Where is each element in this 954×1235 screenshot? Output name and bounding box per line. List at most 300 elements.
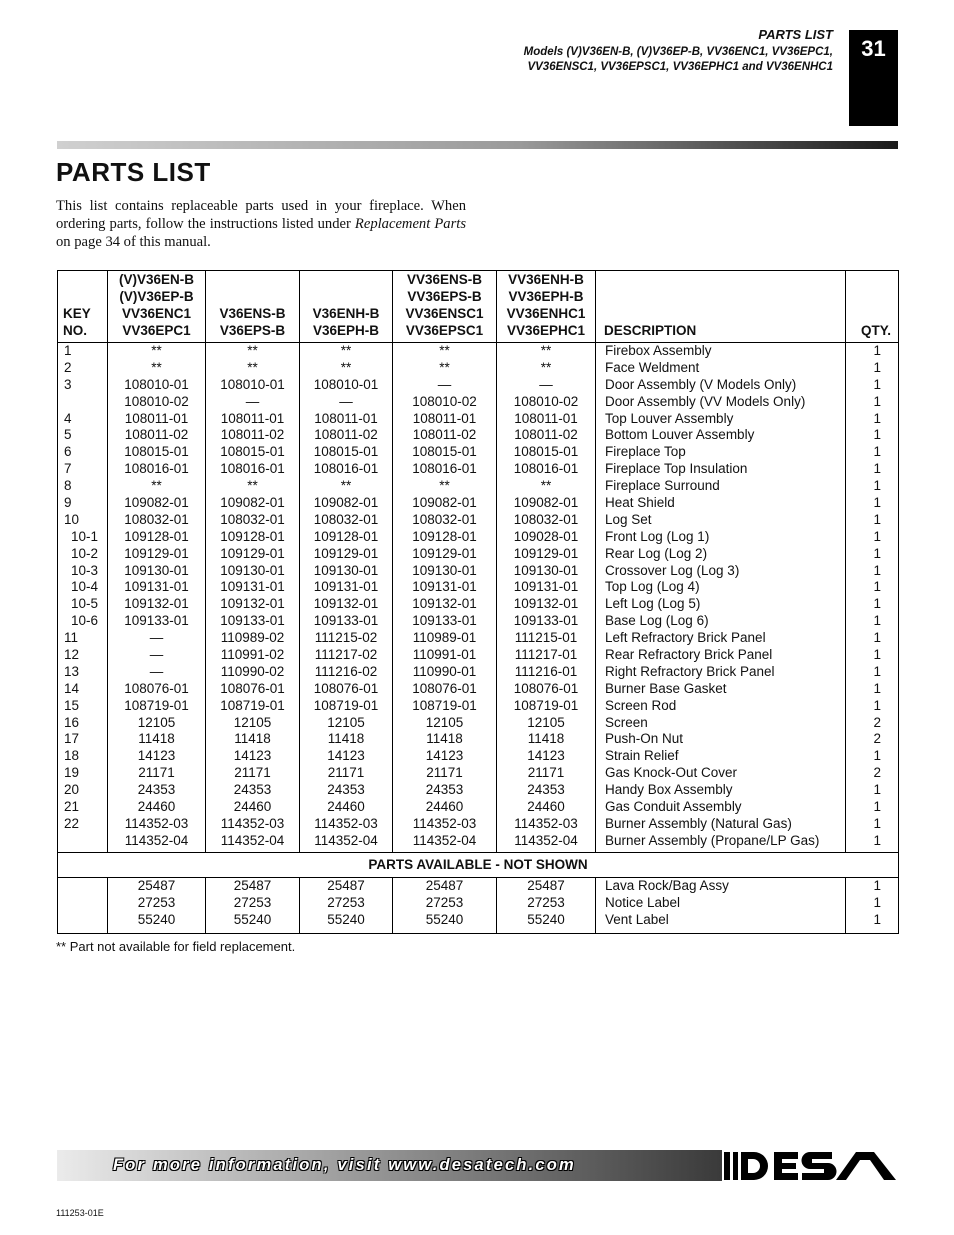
cell-c3: 114352-04	[314, 832, 378, 848]
cell-c1: 25487	[137, 878, 176, 893]
cell-c5: 109129-01	[513, 545, 579, 561]
header-col2-line: V36EPS-B	[219, 323, 286, 338]
cell-c5: 21171	[527, 765, 565, 781]
cell-c3: —	[339, 393, 353, 409]
cell-desc: Door Assembly (VV Models Only)	[605, 393, 806, 409]
header-col3-line: V36ENH-B	[312, 306, 380, 321]
cell-c4: 25487	[425, 878, 464, 893]
cell-qty: 1	[873, 630, 881, 646]
cell-c2: 109130-01	[220, 562, 285, 578]
cell-qty: 1	[873, 393, 881, 409]
cell-c1: 14123	[137, 748, 176, 764]
cell-c1: 108016-01	[124, 461, 189, 477]
cell-c5: 55240	[527, 911, 565, 927]
cell-c5: 109133-01	[513, 613, 579, 629]
cell-c2: 14123	[233, 748, 272, 764]
cell-c5: 25487	[527, 878, 565, 893]
cell-c1: **	[151, 478, 162, 494]
cell-c4: 110989-01	[412, 630, 477, 646]
header-key	[58, 271, 108, 343]
cell-c1: 108011-02	[124, 427, 189, 443]
cell-c3: **	[340, 359, 352, 375]
cell-qty: 1	[873, 545, 881, 561]
header-key-line: KEY	[63, 306, 91, 321]
cell-qty: 1	[873, 647, 881, 663]
cell-qty: 1	[873, 359, 881, 375]
cell-key: 10-2	[71, 545, 99, 561]
cell-desc: Push-On Nut	[605, 731, 684, 747]
header-col3-line: V36EPH-B	[312, 323, 380, 338]
header-col1-line: VV36EPC1	[122, 323, 191, 338]
cell-c4: 108015-01	[412, 444, 477, 460]
cell-c1: —	[149, 663, 164, 679]
cell-desc: Front Log (Log 1)	[605, 528, 710, 544]
cell-c4: 108011-01	[412, 410, 477, 426]
cell-c1: 108015-01	[124, 444, 189, 460]
cell-c1: 11418	[138, 731, 175, 747]
cell-c5: —	[539, 376, 553, 392]
cell-c3: **	[340, 478, 352, 494]
col5-column	[497, 343, 596, 853]
col2-column	[206, 343, 300, 853]
cell-desc: Gas Knock-Out Cover	[605, 765, 738, 781]
section-label: PARTS AVAILABLE - NOT SHOWN	[58, 853, 899, 878]
cell-c3: 12105	[327, 714, 365, 730]
cell-desc: Notice Label	[605, 894, 681, 910]
logo-bar-2	[733, 1152, 738, 1180]
cell-c3: 111217-02	[314, 647, 378, 663]
header-col2-line: V36ENS-B	[219, 306, 286, 321]
cell-c3: 108032-01	[313, 511, 379, 527]
col4-column	[393, 343, 497, 853]
cell-qty: 1	[873, 748, 881, 764]
header-col2	[206, 271, 300, 343]
cell-qty: 1	[873, 911, 881, 927]
page-number: 31	[861, 36, 886, 61]
cell-c5: 108076-01	[513, 680, 579, 696]
cell-c5: 108011-01	[514, 410, 578, 426]
cell-c4: 108719-01	[412, 697, 477, 713]
cell-c2: 108719-01	[220, 697, 285, 713]
cell-desc: Top Louver Assembly	[605, 410, 734, 426]
cell-qty: 1	[873, 343, 881, 358]
cell-key: 12	[64, 647, 80, 663]
cell-c5: 24353	[527, 782, 565, 798]
cell-c5: 24460	[527, 799, 565, 815]
intro-text-1: This list contains replaceable parts used in your fireplace. When ordering parts, follow the instructions listed under	[56, 198, 466, 232]
cell-desc: Firebox Assembly	[605, 343, 712, 358]
cell-desc: Screen Rod	[605, 697, 677, 713]
cell-qty: 1	[873, 663, 881, 679]
cell-c4: 108011-02	[412, 427, 477, 443]
cell-c2: 108032-01	[220, 511, 285, 527]
cell-c5: 12105	[527, 714, 565, 730]
cell-c2: 109132-01	[220, 596, 285, 612]
header-col4	[393, 271, 497, 343]
cell-c4: 109131-01	[412, 579, 477, 595]
header-key-line: NO.	[63, 323, 88, 338]
cell-qty: 1	[873, 596, 881, 612]
extra-body-row	[58, 878, 899, 934]
cell-qty: 2	[873, 714, 881, 730]
cell-desc: Face Weldment	[605, 359, 700, 375]
cell-key: 10-6	[71, 613, 99, 629]
cell-qty: 1	[873, 579, 881, 595]
cell-qty: 1	[873, 680, 881, 696]
cell-c2: —	[245, 393, 260, 409]
header-col4-line: VV36EPS-B	[407, 289, 482, 304]
extra-description-column	[596, 878, 846, 934]
page-number-tab	[849, 30, 898, 126]
cell-c2: 108010-01	[220, 376, 285, 392]
cell-key: 19	[64, 765, 80, 781]
cell-c3: 109131-01	[313, 579, 379, 595]
cell-c3: 108011-02	[314, 427, 378, 443]
cell-key: 2	[64, 359, 72, 375]
intro-link-text: Replacement Parts	[354, 216, 466, 232]
document-number: 111253-01E	[56, 1208, 104, 1218]
cell-qty: 1	[873, 562, 881, 578]
parts-table	[57, 270, 899, 934]
cell-c3: 111216-02	[314, 663, 378, 679]
cell-desc: Bottom Louver Assembly	[605, 427, 755, 443]
parts-body-row	[58, 343, 899, 853]
cell-key: 10-4	[71, 579, 99, 595]
cell-desc: Heat Shield	[605, 495, 675, 511]
cell-desc: Vent Label	[605, 911, 669, 927]
header-models-line2: VV36ENSC1, VV36EPSC1, VV36EPHC1 and VV36ENHC1	[527, 61, 833, 73]
cell-c2: 110990-02	[220, 663, 285, 679]
cell-c1: 109082-01	[124, 495, 189, 511]
logo-letter-s	[802, 1152, 837, 1180]
cell-c1: 109128-01	[124, 528, 189, 544]
cell-c2: 12105	[233, 714, 272, 730]
cell-c4: 114352-04	[412, 832, 477, 848]
header-col3	[300, 271, 393, 343]
cell-desc: Right Refractory Brick Panel	[605, 663, 775, 679]
cell-c4: 108076-01	[412, 680, 477, 696]
cell-c5: 109132-01	[513, 596, 579, 612]
cell-c5: 114352-03	[514, 815, 578, 831]
section-row	[58, 853, 899, 878]
cell-c4: 12105	[425, 714, 464, 730]
cell-c1: 108010-01	[124, 376, 189, 392]
col1-column	[108, 343, 206, 853]
cell-key: 21	[64, 799, 80, 815]
cell-qty: 1	[873, 528, 881, 544]
cell-c1: 114352-04	[124, 832, 189, 848]
cell-c3: 55240	[327, 911, 365, 927]
cell-c1: 109130-01	[124, 562, 189, 578]
intro-paragraph	[56, 197, 466, 251]
extra-qty-column	[846, 878, 899, 934]
cell-c5: 27253	[527, 894, 565, 910]
cell-desc: Door Assembly (V Models Only)	[605, 376, 797, 392]
extra-key-column	[58, 878, 108, 934]
cell-c1: 21171	[138, 765, 175, 781]
cell-c2: 110989-02	[220, 630, 285, 646]
cell-c1: 108010-02	[124, 393, 189, 409]
cell-c3: 108016-01	[313, 461, 379, 477]
cell-c4: **	[439, 343, 450, 358]
cell-key: 6	[64, 444, 72, 460]
cell-c2: 109129-01	[220, 545, 285, 561]
cell-c2: 108011-02	[220, 427, 285, 443]
cell-c5: 109082-01	[513, 495, 579, 511]
cell-c4: 21171	[426, 765, 463, 781]
cell-c4: 109130-01	[412, 562, 477, 578]
cell-c2: **	[247, 478, 258, 494]
description-column	[596, 343, 846, 853]
cell-c2: 114352-04	[220, 832, 285, 848]
cell-c1: 109129-01	[124, 545, 189, 561]
cell-c5: 109130-01	[513, 562, 579, 578]
footer-info-link[interactable]: For more information, visit www.desatech.com	[113, 1156, 576, 1174]
cell-c3: 109132-01	[313, 596, 379, 612]
cell-qty: 2	[873, 731, 881, 747]
cell-desc: Fireplace Top Insulation	[605, 461, 748, 477]
header-col1-line: (V)V36EP-B	[119, 289, 194, 304]
cell-desc: Screen	[605, 714, 648, 730]
cell-c4: 14123	[425, 748, 464, 764]
cell-c5: 108719-01	[513, 697, 579, 713]
cell-c1: 108076-01	[124, 680, 189, 696]
cell-desc: Handy Box Assembly	[605, 782, 733, 798]
cell-desc: Lava Rock/Bag Assy	[605, 878, 729, 893]
cell-qty: 1	[873, 782, 881, 798]
cell-c5: 108016-01	[513, 461, 579, 477]
cell-c2: 24460	[233, 799, 272, 815]
cell-key: 22	[64, 815, 80, 831]
logo-letter-e	[774, 1152, 798, 1180]
footnote: ** Part not available for field replacement.	[56, 939, 296, 954]
cell-qty: 2	[873, 765, 881, 781]
cell-c1: 108011-01	[124, 410, 189, 426]
cell-c3: 109128-01	[313, 528, 379, 544]
cell-c2: 55240	[233, 911, 272, 927]
cell-c2: 108015-01	[220, 444, 285, 460]
cell-c4: **	[439, 359, 450, 375]
cell-c2: 109128-01	[220, 528, 285, 544]
cell-key: 5	[64, 427, 72, 443]
qty-column	[846, 343, 899, 853]
cell-desc: Top Log (Log 4)	[605, 579, 700, 595]
cell-c1: 55240	[137, 911, 176, 927]
cell-qty: 1	[873, 894, 881, 910]
header-col1	[108, 271, 206, 343]
cell-desc: Burner Assembly (Propane/LP Gas)	[605, 832, 820, 848]
cell-c4: 109082-01	[412, 495, 477, 511]
cell-c4: 109133-01	[412, 613, 477, 629]
cell-desc: Left Refractory Brick Panel	[605, 630, 766, 646]
cell-c2: 11418	[234, 731, 271, 747]
table-header-row	[58, 271, 899, 343]
cell-c3: **	[340, 343, 352, 358]
cell-key: 16	[64, 714, 80, 730]
cell-desc: Burner Base Gasket	[605, 680, 727, 696]
cell-c3: 14123	[327, 748, 365, 764]
cell-c1: 27253	[137, 894, 176, 910]
cell-c1: 24353	[137, 782, 176, 798]
cell-qty: 1	[873, 878, 881, 893]
cell-key: 13	[64, 663, 80, 679]
cell-c5: 109028-01	[513, 528, 579, 544]
col3-column	[300, 343, 393, 853]
cell-desc: Base Log (Log 6)	[605, 613, 709, 629]
cell-c4: 24460	[425, 799, 464, 815]
cell-qty: 1	[873, 376, 881, 392]
header-col5	[497, 271, 596, 343]
cell-c5: 108010-02	[513, 393, 579, 409]
header-models	[524, 45, 833, 75]
desa-logo	[724, 1148, 900, 1184]
cell-desc: Strain Relief	[605, 748, 679, 764]
cell-c5: **	[540, 478, 552, 494]
cell-c4: 55240	[425, 911, 464, 927]
cell-c1: **	[151, 359, 162, 375]
cell-key: 10	[64, 511, 80, 527]
cell-c3: 114352-03	[314, 815, 378, 831]
cell-qty: 1	[873, 478, 881, 494]
cell-c5: 14123	[527, 748, 565, 764]
cell-c5: 109131-01	[513, 579, 579, 595]
cell-c4: 110991-01	[412, 647, 477, 663]
logo-letter-d	[741, 1152, 768, 1180]
cell-c2: 108011-01	[220, 410, 285, 426]
cell-key: 9	[64, 495, 72, 511]
cell-key: 4	[64, 410, 72, 426]
cell-c3: 25487	[327, 878, 365, 893]
cell-c3: 11418	[327, 731, 365, 747]
cell-c4: 114352-03	[412, 815, 477, 831]
cell-desc: Fireplace Surround	[605, 478, 720, 494]
cell-c1: 24460	[137, 799, 176, 815]
extra-col3-column	[300, 878, 393, 934]
cell-c1: 108032-01	[124, 511, 189, 527]
cell-desc: Burner Assembly (Natural Gas)	[605, 815, 792, 831]
cell-desc: Fireplace Top	[605, 444, 686, 460]
intro-text-2: on page 34 of this manual.	[56, 234, 211, 250]
cell-qty: 1	[873, 697, 881, 713]
header-col1-line: (V)V36EN-B	[118, 272, 194, 287]
cell-c4: 109129-01	[412, 545, 477, 561]
cell-c4: 108032-01	[412, 511, 477, 527]
cell-key	[58, 394, 107, 411]
cell-c3: 111215-02	[314, 630, 378, 646]
cell-c2: 21171	[234, 765, 271, 781]
header-col5-line: VV36EPHC1	[506, 323, 586, 338]
cell-desc: Gas Conduit Assembly	[605, 799, 742, 815]
logo-text: DESA	[724, 1148, 727, 1149]
cell-c4: —	[437, 376, 452, 392]
cell-desc: Crossover Log (Log 3)	[605, 562, 740, 578]
cell-qty: 1	[873, 832, 881, 848]
cell-c3: 27253	[327, 894, 365, 910]
cell-c5: 108032-01	[513, 511, 579, 527]
cell-c4: 108010-02	[412, 393, 477, 409]
cell-c2: 110991-02	[220, 647, 285, 663]
cell-c2: 109133-01	[220, 613, 285, 629]
cell-key: 3	[64, 376, 72, 392]
cell-c1: 114352-03	[124, 815, 189, 831]
cell-qty: 1	[873, 444, 881, 460]
cell-c4: **	[439, 478, 450, 494]
extra-col4-column	[393, 878, 497, 934]
cell-c1: —	[149, 630, 164, 646]
cell-key: 7	[64, 461, 72, 477]
cell-key: 17	[64, 731, 80, 747]
extra-col1-column	[108, 878, 206, 934]
cell-c3: 108076-01	[313, 680, 379, 696]
key-column	[58, 343, 108, 853]
cell-c5: 11418	[527, 731, 565, 747]
logo-letter-a	[836, 1152, 896, 1180]
cell-c5: 111215-01	[514, 630, 578, 646]
cell-qty: 1	[873, 613, 881, 629]
cell-desc: Log Set	[605, 511, 652, 527]
cell-c1: —	[149, 647, 164, 663]
cell-c1: **	[151, 343, 162, 358]
cell-c2: 114352-03	[220, 815, 285, 831]
cell-c2: 25487	[233, 878, 272, 893]
cell-key: 14	[64, 680, 80, 696]
cell-c1: 12105	[137, 714, 176, 730]
extra-col5-column	[497, 878, 596, 934]
cell-c4: 11418	[426, 731, 463, 747]
cell-key: 11	[64, 630, 79, 646]
header-col4-line: VV36ENS-B	[406, 272, 483, 287]
cell-c2: 24353	[233, 782, 272, 798]
cell-qty: 1	[873, 427, 881, 443]
cell-c4: 109132-01	[412, 596, 477, 612]
header-section-title: PARTS LIST	[758, 27, 833, 42]
cell-key: 20	[64, 782, 80, 798]
cell-c3: 108015-01	[313, 444, 379, 460]
cell-desc: Rear Log (Log 2)	[605, 545, 708, 561]
cell-c3: 21171	[327, 765, 365, 781]
cell-qty: 1	[873, 799, 881, 815]
cell-qty: 1	[873, 511, 881, 527]
cell-c4: 110990-01	[412, 663, 477, 679]
cell-key: 10-3	[71, 562, 99, 578]
cell-c2: **	[247, 359, 258, 375]
extra-col2-column	[206, 878, 300, 934]
cell-desc: Left Log (Log 5)	[605, 596, 701, 612]
cell-c2: **	[247, 343, 258, 358]
cell-c1: 108719-01	[124, 697, 189, 713]
cell-c3: 108011-01	[314, 410, 378, 426]
header-models-line1: Models (V)V36EN-B, (V)V36EP-B, VV36ENC1, VV36EPC1,	[523, 46, 833, 58]
cell-key: 1	[64, 343, 72, 358]
cell-key: 10-5	[71, 596, 99, 612]
cell-c3: 109082-01	[313, 495, 379, 511]
cell-c1: 109132-01	[124, 596, 189, 612]
cell-key: 15	[64, 697, 80, 713]
cell-c3: 109133-01	[313, 613, 379, 629]
cell-c3: 24460	[327, 799, 365, 815]
cell-c1: 109131-01	[124, 579, 189, 595]
cell-qty: 1	[873, 410, 881, 426]
cell-key: 8	[64, 478, 72, 494]
header-col4-line: VV36EPSC1	[405, 323, 484, 338]
cell-c5: 108015-01	[513, 444, 579, 460]
header-col4-line: VV36ENSC1	[405, 306, 484, 321]
header-col5-line: VV36EPH-B	[508, 289, 584, 304]
cell-c5: 114352-04	[514, 832, 578, 848]
cell-qty: 1	[873, 495, 881, 511]
cell-c3: 109130-01	[313, 562, 379, 578]
cell-c2: 108016-01	[220, 461, 285, 477]
